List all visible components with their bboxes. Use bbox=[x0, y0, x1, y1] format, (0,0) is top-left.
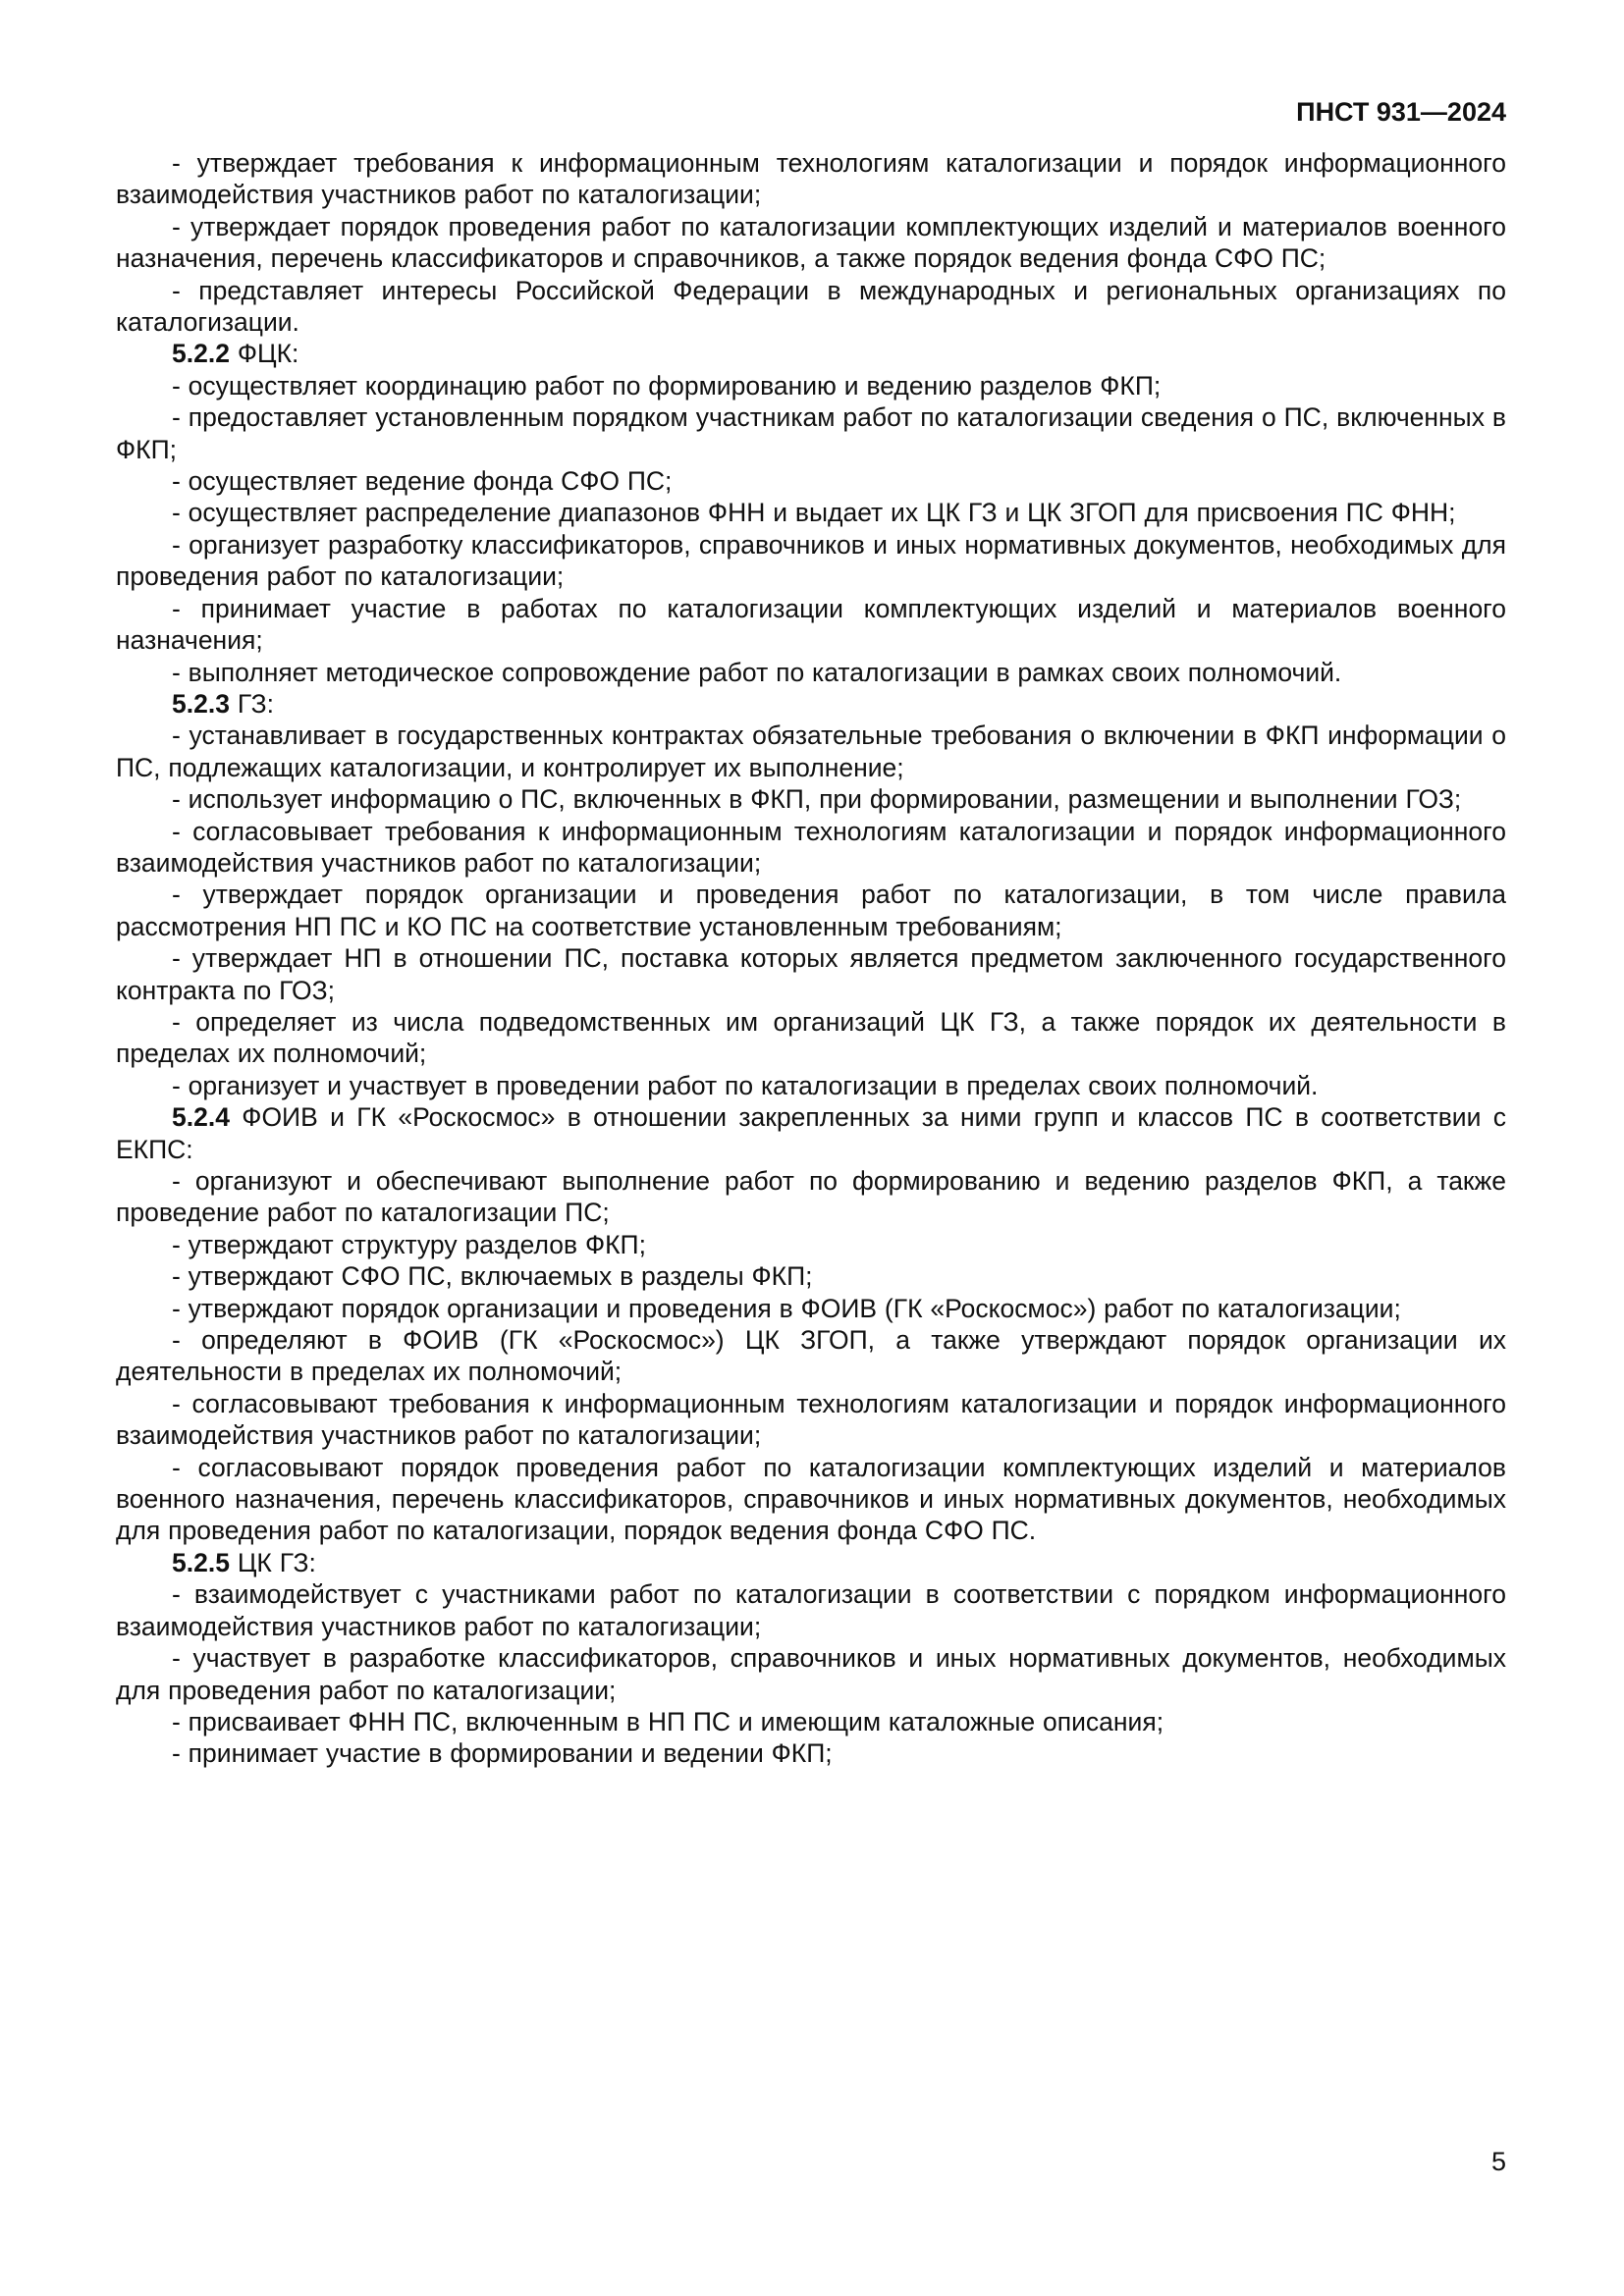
clause-number: 5.2.4 bbox=[172, 1102, 230, 1133]
document-body bbox=[116, 147, 1506, 1770]
clause-title: ФЦК: bbox=[237, 339, 299, 369]
list-item-paragraph: - устанавливает в государственных контрактах обязательные требования о включении в ФКП информации о ПС, подлежащих каталогизации, и контролирует их выполнение; bbox=[116, 721, 1506, 782]
page-header bbox=[116, 96, 1506, 128]
list-item-paragraph: - определяет из числа подведомственных им организаций ЦК ГЗ, а также порядок их деятельности в пределах их полномочий; bbox=[116, 1006, 1506, 1069]
document-code: ПНСТ 931—2024 bbox=[1296, 97, 1506, 127]
clause-paragraph bbox=[116, 1547, 1506, 1578]
clause-number: 5.2.5 bbox=[172, 1547, 230, 1577]
page-number: 5 bbox=[1490, 2147, 1506, 2176]
list-item-paragraph: - принимает участие в формировании и ведении ФКП; bbox=[172, 1738, 833, 1769]
clause-paragraph bbox=[116, 1101, 1506, 1165]
list-item-paragraph: - организуют и обеспечивают выполнение работ по формированию и ведению разделов ФКП, а также проведение работ по каталогизации ПС; bbox=[116, 1166, 1506, 1228]
list-item-paragraph: - принимает участие в работах по каталогизации комплектующих изделий и материалов военного назначения; bbox=[116, 593, 1506, 656]
list-item-paragraph: - утверждает порядок проведения работ по каталогизации комплектующих изделий и материалов военного назначения, перечень классификаторов и справочников, а также порядок ведения фонда СФО ПС; bbox=[116, 211, 1506, 274]
clause-title: ГЗ: bbox=[237, 688, 274, 719]
list-item-paragraph: - осуществляет ведение фонда СФО ПС; bbox=[172, 466, 673, 497]
list-item-paragraph: - представляет интересы Российской Федерации в международных и региональных организациях по каталогизации. bbox=[116, 275, 1506, 338]
list-item-paragraph: - согласовывают требования к информационным технологиям каталогизации и порядок информационного взаимодействия участников работ по каталогизации; bbox=[116, 1388, 1506, 1451]
list-item-paragraph: - согласовывают порядок проведения работ по каталогизации комплектующих изделий и материалов военного назначения, перечень классификаторов, справочников и иных нормативных документов, необходимых для проведения работ по каталогизации, порядок ведения фонда СФО ПС. bbox=[116, 1452, 1506, 1546]
list-item-paragraph: - предоставляет установленным порядком участникам работ по каталогизации сведения о ПС, включенных в ФКП; bbox=[116, 402, 1506, 464]
list-item-paragraph: - согласовывает требования к информационным технологиям каталогизации и порядок информационного взаимодействия участников работ по каталогизации; bbox=[116, 816, 1506, 878]
list-item-paragraph: - утверждает НП в отношении ПС, поставка которых является предметом заключенного государственного контракта по ГОЗ; bbox=[116, 943, 1506, 1005]
list-item-paragraph: - определяют в ФОИВ (ГК «Роскосмос») ЦК ЗГОП, а также утверждают порядок организации их деятельности в пределах их полномочий; bbox=[116, 1325, 1506, 1387]
list-item-paragraph: - присваивает ФНН ПС, включенным в НП ПС и имеющим каталожные описания; bbox=[172, 1706, 1164, 1736]
list-item-paragraph: - организует и участвует в проведении работ по каталогизации в пределах своих полномочий. bbox=[172, 1070, 1319, 1100]
clause-number: 5.2.3 bbox=[172, 688, 230, 719]
clause-paragraph bbox=[116, 338, 1506, 369]
list-item-paragraph: - утверждает требования к информационным технологиям каталогизации и порядок информационного взаимодействия участников работ по каталогизации; bbox=[116, 148, 1506, 210]
list-item-paragraph: - осуществляет распределение диапазонов ФНН и выдает их ЦК ГЗ и ЦК ЗГОП для присвоения ПС ФНН; bbox=[172, 498, 1456, 528]
list-item-paragraph: - утверждают порядок организации и проведения в ФОИВ (ГК «Роскосмос») работ по каталогизации; bbox=[172, 1293, 1401, 1323]
clause-title: ЦК ГЗ: bbox=[237, 1547, 316, 1577]
list-item-paragraph: - утверждает порядок организации и проведения работ по каталогизации, в том числе правила рассмотрения НП ПС и КО ПС на соответствие установленным требованиям; bbox=[116, 880, 1506, 941]
list-item-paragraph: - использует информацию о ПС, включенных в ФКП, при формировании, размещении и выполнении ГОЗ; bbox=[172, 784, 1462, 815]
list-item-paragraph: - взаимодействует с участниками работ по каталогизации в соответствии с порядком информационного взаимодействия участников работ по каталогизации; bbox=[116, 1579, 1506, 1641]
list-item-paragraph: - участвует в разработке классификаторов, справочников и иных нормативных документов, необходимых для проведения работ по каталогизации; bbox=[116, 1643, 1506, 1705]
clause-title: ФОИВ и ГК «Роскосмос» в отношении закрепленных за ними групп и классов ПС в соответствии с ЕКПС: bbox=[116, 1102, 1506, 1164]
list-item-paragraph: - утверждают структуру разделов ФКП; bbox=[172, 1229, 646, 1259]
list-item-paragraph: - утверждают СФО ПС, включаемых в разделы ФКП; bbox=[172, 1261, 813, 1292]
list-item-paragraph: - организует разработку классификаторов, справочников и иных нормативных документов, необходимых для проведения работ по каталогизации; bbox=[116, 529, 1506, 592]
list-item-paragraph: - осуществляет координацию работ по формированию и ведению разделов ФКП; bbox=[172, 370, 1162, 400]
list-item-paragraph: - выполняет методическое сопровождение работ по каталогизации в рамках своих полномочий. bbox=[172, 657, 1342, 687]
clause-number: 5.2.2 bbox=[172, 339, 230, 369]
clause-paragraph bbox=[116, 688, 1506, 720]
